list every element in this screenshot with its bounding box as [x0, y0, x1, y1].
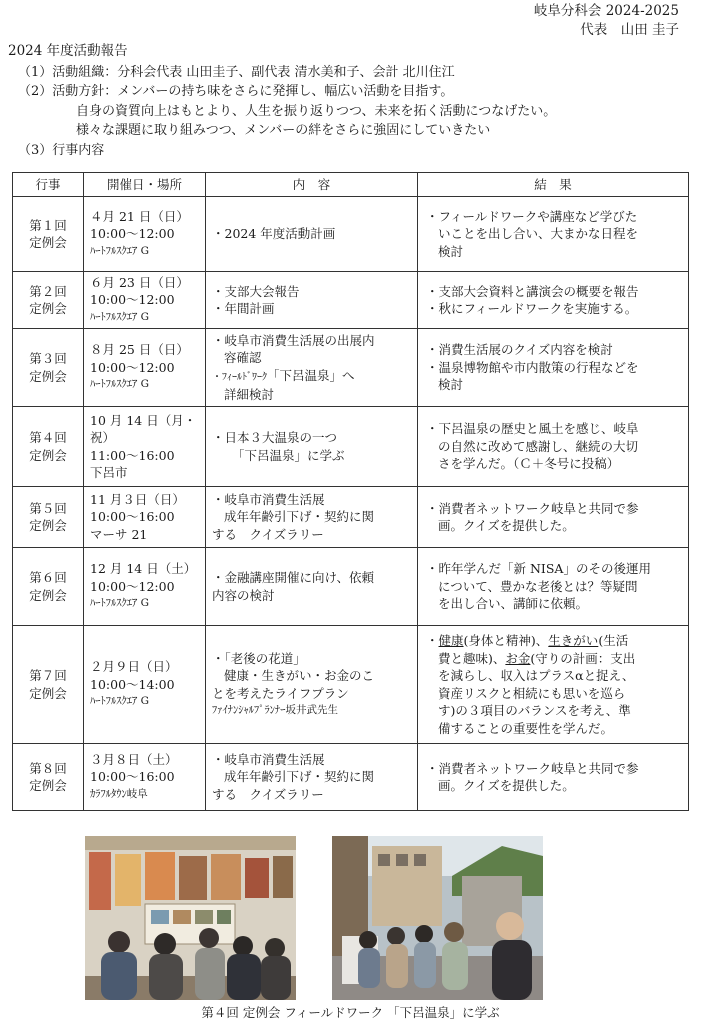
event-content: ・岐阜市消費生活展 成年年齢引下げ・契約に関 する クイズラリー [206, 744, 418, 811]
item-policy-line3: 様々な課題に取り組みつつ、メンバーの絆をさらに強固にしていきたい [76, 123, 491, 138]
photo-caption: 第４回 定例会 フィールドワーク 「下呂温泉」に学ぶ [201, 1005, 500, 1020]
representative: 代表 山田 圭子 [580, 22, 679, 38]
event-number: 第６回 定例会 [13, 548, 84, 626]
table-row [13, 487, 689, 548]
report-title: 2024 年度活動報告 [8, 43, 128, 59]
event-content: ・日本３大温泉の一つ 「下呂温泉」に学ぶ [206, 407, 418, 487]
event-date-place: 11 月３日（日） 10:00～16:00 マーサ 21 [84, 487, 206, 548]
photo-museum-visit [85, 836, 296, 1000]
event-result: ・消費者ネットワーク岐阜と共同で参 画。クイズを提供した。 [418, 487, 689, 548]
event-number: 第１回 定例会 [13, 197, 84, 272]
event-number: 第３回 定例会 [13, 329, 84, 407]
photo-group-street [332, 836, 543, 1000]
header-result: 結 果 [418, 173, 689, 197]
header-event: 行事 [13, 173, 84, 197]
event-number: 第４回 定例会 [13, 407, 84, 487]
table-row [13, 407, 689, 487]
event-date-place: ６月 23 日（日） 10:00～12:00 ﾊｰﾄﾌﾙｽｸｴｱ G [84, 272, 206, 329]
event-content: ・岐阜市消費生活展の出展内 容確認 ・ﾌｨｰﾙﾄﾞﾜｰｸ「下呂温泉」へ 詳細検討 [206, 329, 418, 407]
event-result: ・下呂温泉の歴史と風土を感じ、岐阜 の自然に改めて感謝し、継続の大切 さを学んだ。（Ｃ＋冬号に投稿） [418, 407, 689, 487]
event-result: ・支部大会資料と講演会の概要を報告 ・秋にフィールドワークを実施する。 [418, 272, 689, 329]
event-result: ・フィールドワークや講座など学びた いことを出し合い、大まかな日程を 検討 [418, 197, 689, 272]
event-content: ・2024 年度活動計画 [206, 197, 418, 272]
event-number: 第７回 定例会 [13, 626, 84, 744]
document-header [534, 2, 679, 40]
event-date-place: ２月９日（日） 10:00～14:00 ﾊｰﾄﾌﾙｽｸｴｱ G [84, 626, 206, 744]
events-table [12, 172, 689, 811]
header-date-place: 開催日・場所 [84, 173, 206, 197]
event-content: ・金融講座開催に向け、依頼 内容の検討 [206, 548, 418, 626]
event-number: 第８回 定例会 [13, 744, 84, 811]
event-result: ・消費生活展のクイズ内容を検討 ・温泉博物館や市内散策の行程などを 検討 [418, 329, 689, 407]
item-events-heading: （3）行事内容 [18, 143, 105, 158]
table-row [13, 272, 689, 329]
event-date-place: ４月 21 日（日） 10:00～12:00 ﾊｰﾄﾌﾙｽｸｴｱ G [84, 197, 206, 272]
event-date-place: ８月 25 日（日） 10:00～12:00 ﾊｰﾄﾌﾙｽｸｴｱ G [84, 329, 206, 407]
table-row [13, 548, 689, 626]
event-number: 第２回 定例会 [13, 272, 84, 329]
event-result: ・昨年学んだ「新 NISA」のその後運用 について、豊かな老後とは？等疑問 を出し合い、講師に依頼。 [418, 548, 689, 626]
event-content: ・岐阜市消費生活展 成年年齢引下げ・契約に関 する クイズラリー [206, 487, 418, 548]
event-number: 第５回 定例会 [13, 487, 84, 548]
table-row [13, 329, 689, 407]
event-date-place: 10 月 14 日（月・ 祝） 11:00～16:00 下呂市 [84, 407, 206, 487]
item-organization: （1）活動組織：分科会代表 山田圭子、副代表 清水美和子、会計 北川住江 [18, 65, 455, 80]
table-row [13, 626, 689, 744]
event-date-place: 12 月 14 日（土） 10:00～12:00 ﾊｰﾄﾌﾙｽｸｴｱ G [84, 548, 206, 626]
item-policy: （2）活動方針：メンバーの持ち味をさらに発揮し、幅広い活動を目指す。 [18, 84, 454, 99]
event-content: ・支部大会報告 ・年間計画 [206, 272, 418, 329]
item-policy-line2: 自身の資質向上はもとより、人生を振り返りつつ、未来を拓く活動につなげたい。 [76, 104, 557, 119]
org-name: 岐阜分科会 2024-2025 [533, 3, 679, 19]
table-header-row [13, 173, 689, 197]
table-row [13, 744, 689, 811]
event-result: ・消費者ネットワーク岐阜と共同で参 画。クイズを提供した。 [418, 744, 689, 811]
event-date-place: ３月８日（土） 10:00～16:00 ｶﾗﾌﾙﾀｳﾝ岐阜 [84, 744, 206, 811]
table-row [13, 197, 689, 272]
event-content: ・「老後の花道」 健康・生きがい・お金のこ とを考えたライフプラン ﾌｧｲﾅﾝｼｬﾙﾌﾟﾗﾝﾅｰ坂井武先生 [206, 626, 418, 744]
event-result: ・健康(身体と精神)、生きがい(生活 費と趣味)、お金(守りの計画：支出 を減らし、収入はプラスαと捉え、 資産リスクと相続にも思いを巡ら す)の３項目のバランスを考え、準 備することの重要性を学んだ。 [418, 626, 689, 744]
header-content: 内 容 [206, 173, 418, 197]
